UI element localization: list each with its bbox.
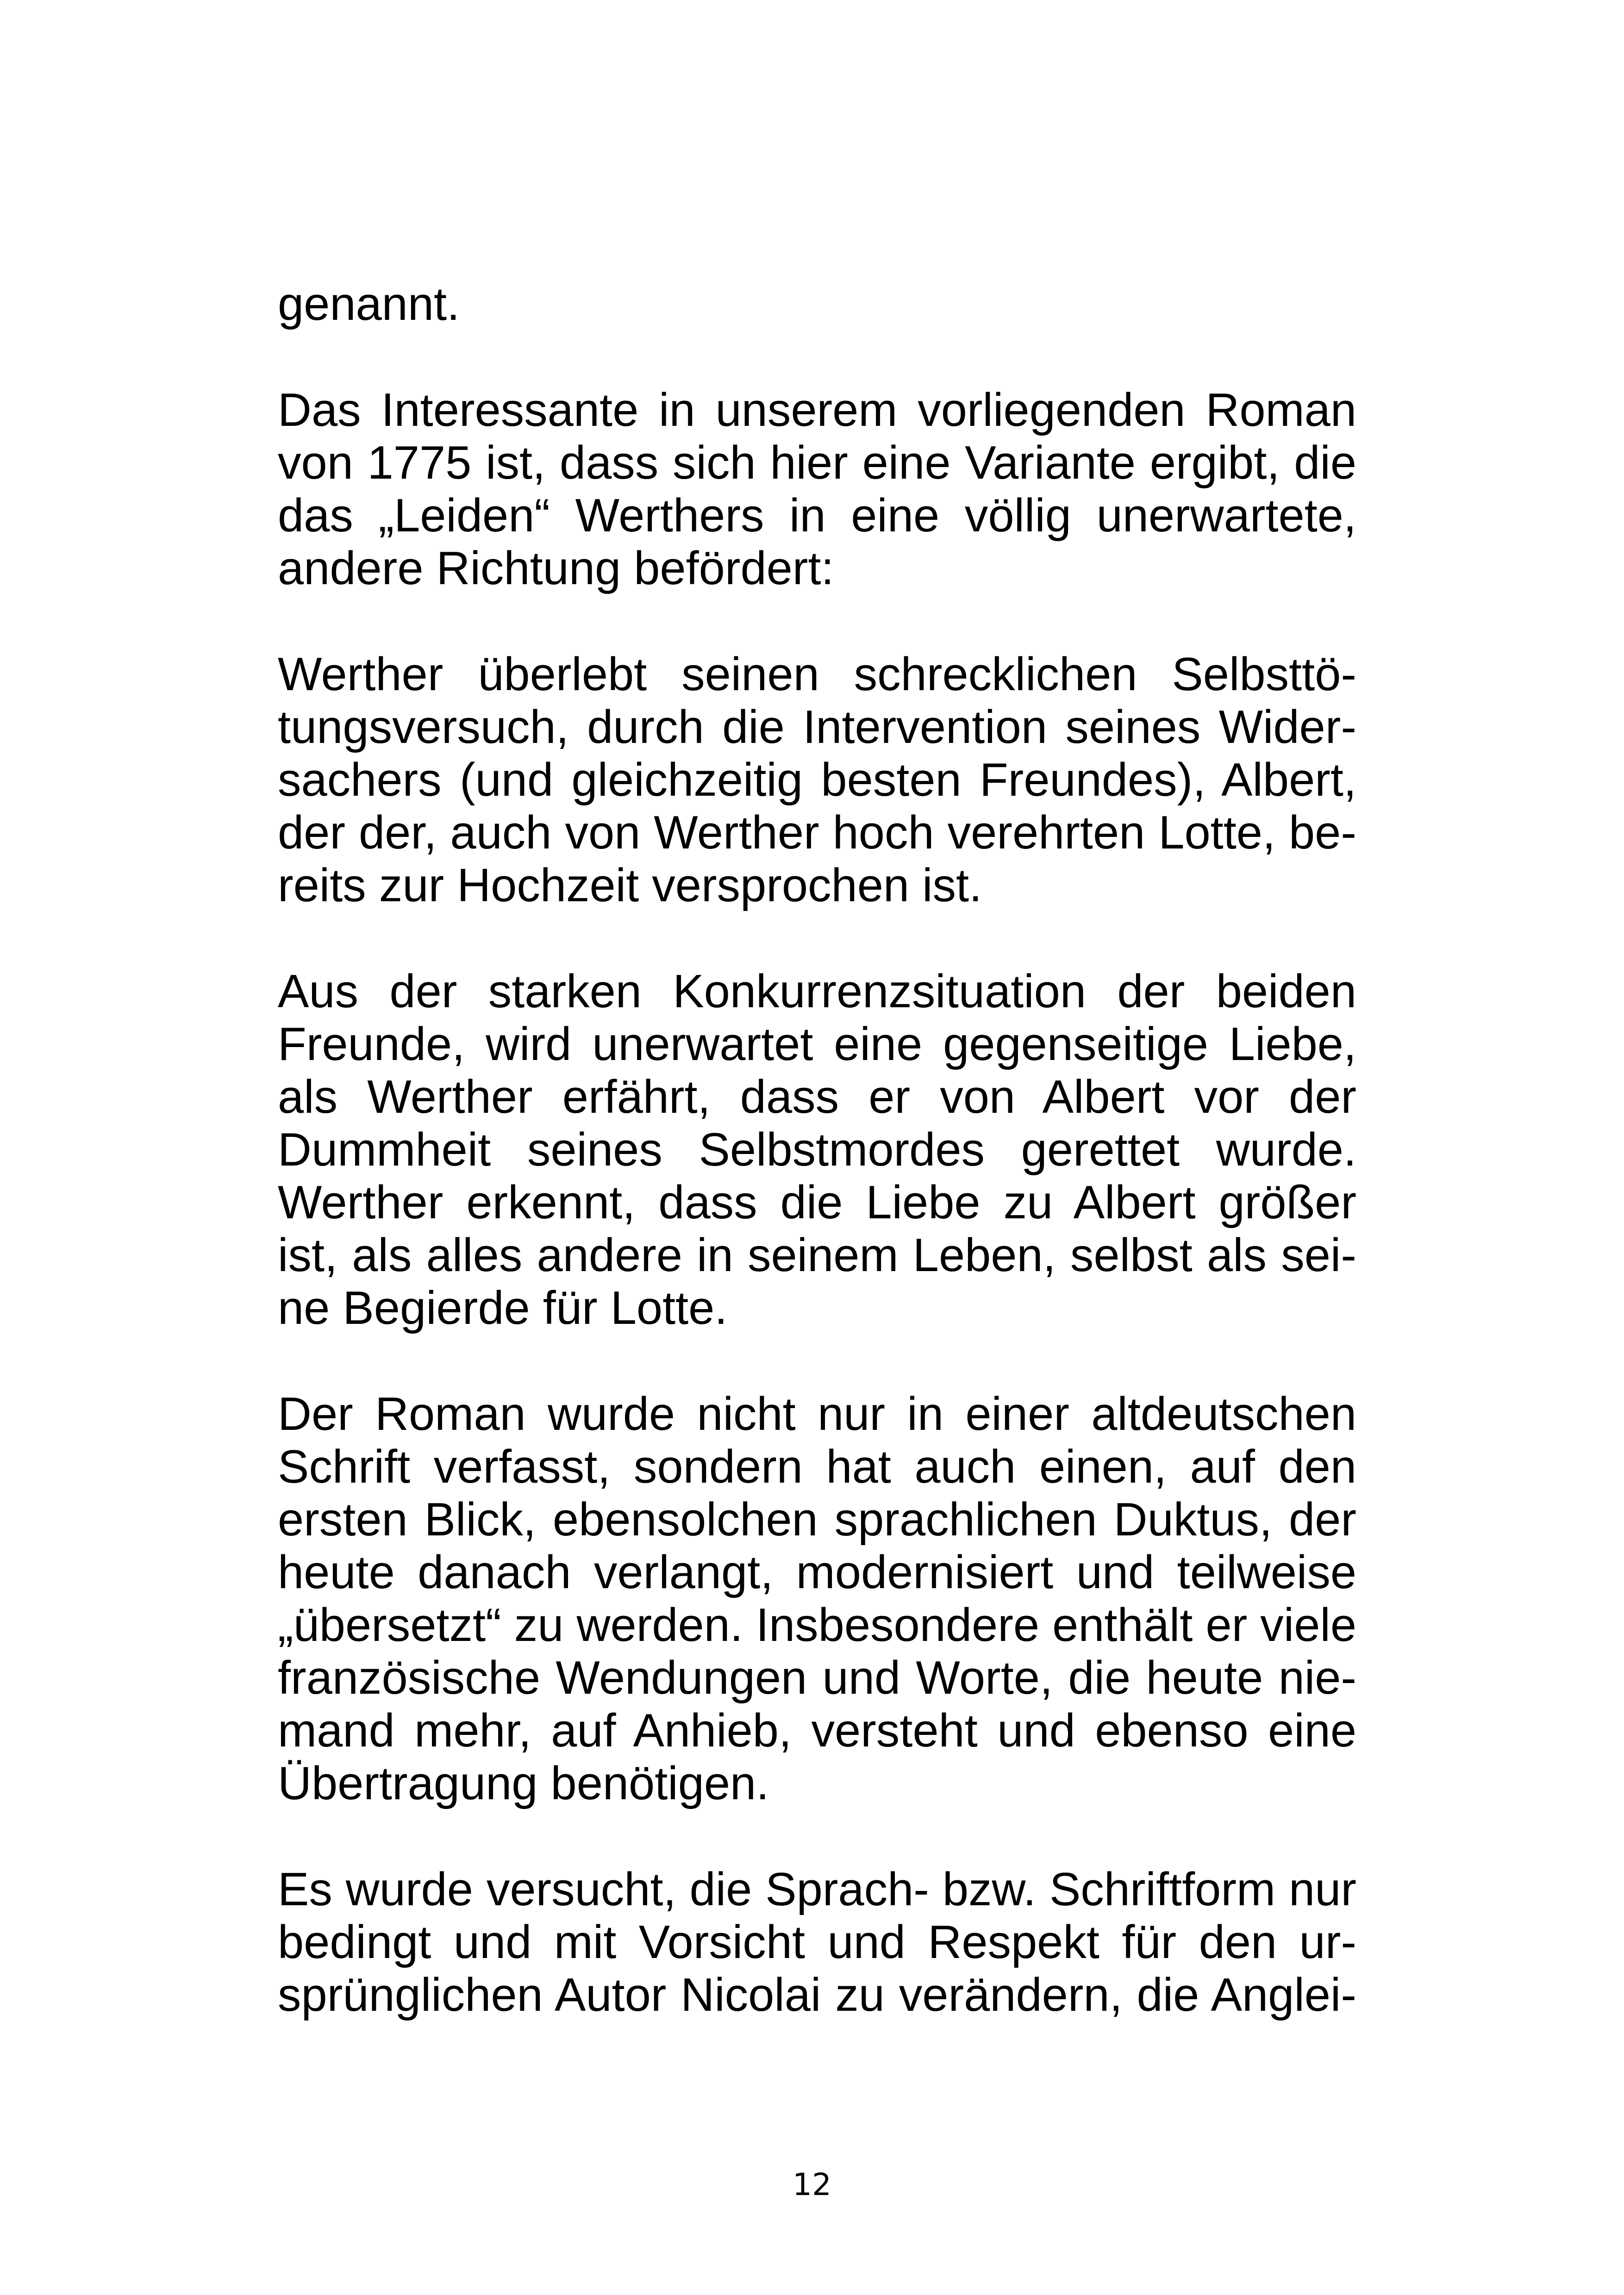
text-line: Übertragung benötigen.	[278, 1758, 769, 1809]
text-line: heute danach verlangt, modernisiert und teilweise	[278, 1547, 1356, 1598]
text-line: ersten Blick, ebensolchen sprachlichen Duktus, der	[278, 1494, 1356, 1546]
text-line: sprünglichen Autor Nicolai zu verändern, die Anglei-	[278, 1969, 1356, 2021]
text-line: französische Wendungen und Worte, die heute nie-	[278, 1652, 1356, 1704]
text-line: Der Roman wurde nicht nur in einer altdeutschen	[278, 1388, 1356, 1440]
text-line: Es wurde versucht, die Sprach- bzw. Schriftform nur	[278, 1864, 1356, 1915]
text-line: tungsversuch, durch die Intervention seines Wider-	[278, 701, 1356, 753]
text-line: Freunde, wird unerwartet eine gegenseitige Liebe,	[278, 1018, 1356, 1070]
text-line: das „Leiden“ Werthers in eine völlig unerwartete,	[278, 490, 1356, 542]
paragraph	[278, 278, 1356, 331]
text-line: Dummheit seines Selbstmordes gerettet wurde.	[278, 1124, 1356, 1176]
text-line: Aus der starken Konkurrenzsituation der beiden	[278, 966, 1356, 1017]
text-line: andere Richtung befördert:	[278, 543, 834, 594]
text-line: reits zur Hochzeit versprochen ist.	[278, 860, 982, 911]
text-line: der der, auch von Werther hoch verehrten Lotte, be-	[278, 807, 1356, 859]
text-line: genannt.	[278, 278, 460, 330]
paragraph	[278, 384, 1356, 595]
paragraph	[278, 1388, 1356, 1810]
text-line: Schrift verfasst, sondern hat auch einen, auf den	[278, 1441, 1356, 1493]
text-line: Werther erkennt, dass die Liebe zu Albert größer	[278, 1177, 1356, 1229]
text-line: „übersetzt“ zu werden. Insbesondere enthält er viele	[278, 1599, 1356, 1651]
body-text	[278, 278, 1356, 2021]
text-line: von 1775 ist, dass sich hier eine Variante ergibt, die	[278, 437, 1356, 489]
text-line: Werther überlebt seinen schrecklichen Selbsttö-	[278, 649, 1356, 700]
page-number: 12	[793, 2167, 831, 2202]
text-line: als Werther erfährt, dass er von Albert vor der	[278, 1071, 1356, 1123]
text-line: ne Begierde für Lotte.	[278, 1282, 728, 1334]
paragraph	[278, 1863, 1356, 2021]
text-line: bedingt und mit Vorsicht und Respekt für den ur-	[278, 1916, 1356, 1968]
paragraph	[278, 648, 1356, 912]
text-line: sachers (und gleichzeitig besten Freundes), Albert,	[278, 754, 1356, 806]
text-line: mand mehr, auf Anhieb, versteht und ebenso eine	[278, 1705, 1356, 1757]
text-line: ist, als alles andere in seinem Leben, selbst als sei-	[278, 1229, 1356, 1281]
paragraph	[278, 965, 1356, 1335]
text-line: Das Interessante in unserem vorliegenden Roman	[278, 384, 1356, 436]
